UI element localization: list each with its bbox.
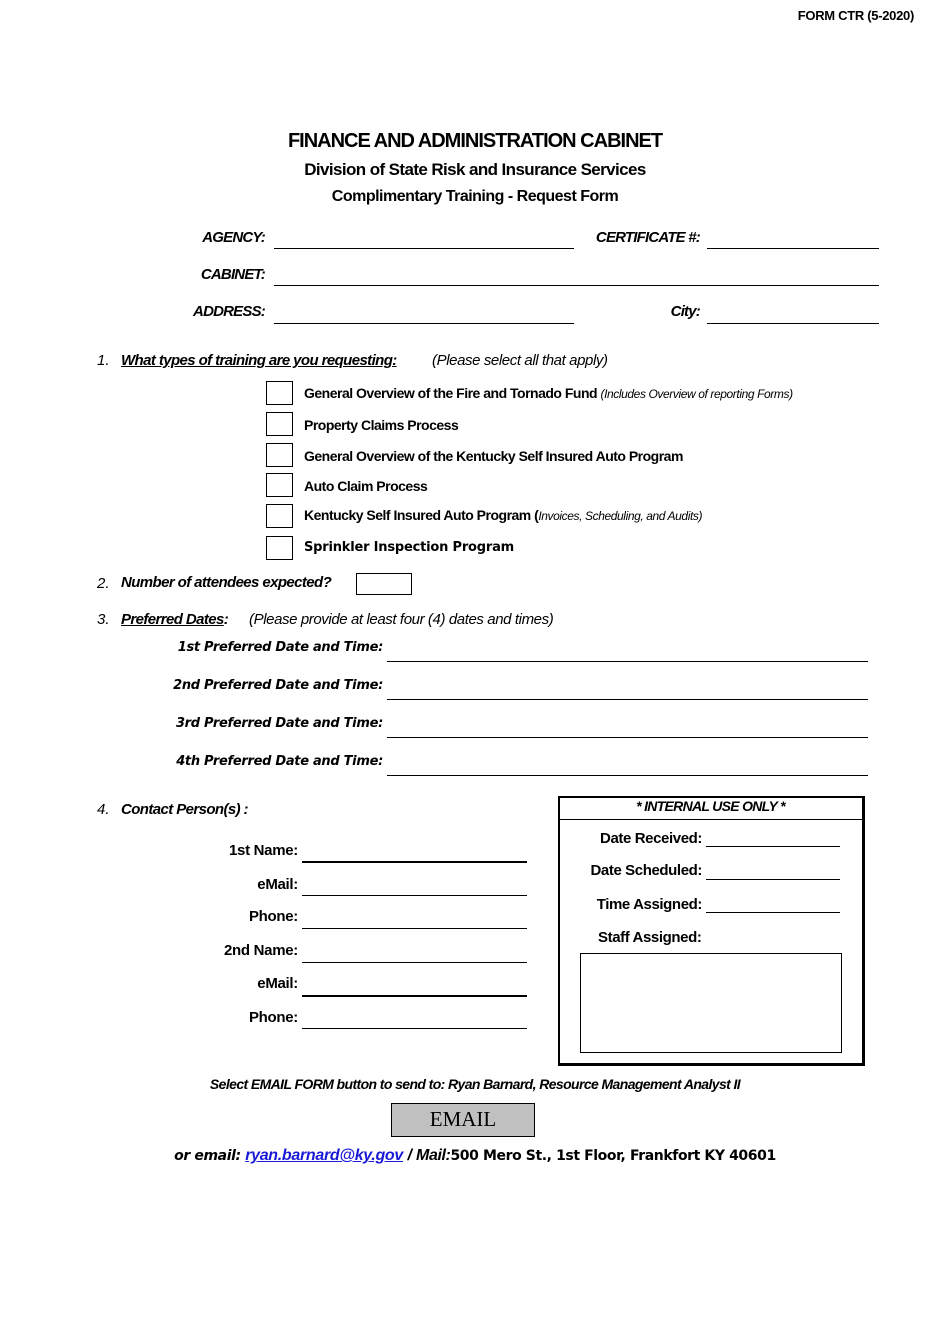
agency-label: AGENCY: — [202, 229, 265, 246]
date-3-label: 3rd Preferred Date and Time: — [175, 716, 383, 731]
footer-mail-label: Mail: — [416, 1147, 451, 1164]
option-ky-auto-overview: General Overview of the Kentucky Self Insured Auto Program — [304, 448, 683, 464]
contact-1-name-label: 1st Name: — [229, 842, 298, 859]
contact-1-name-field[interactable] — [302, 849, 527, 863]
q3-heading: Preferred Dates: — [121, 611, 229, 628]
cabinet-title: FINANCE AND ADMINISTRATION CABINET — [287, 130, 663, 152]
contact-2-email-label: eMail: — [257, 975, 298, 992]
date-scheduled-field[interactable] — [706, 867, 840, 880]
internal-title-divider — [558, 819, 863, 820]
q1-number: 1. — [97, 352, 110, 369]
contact-2-name-label: 2nd Name: — [224, 942, 298, 959]
contact-1-phone-field[interactable] — [302, 916, 527, 929]
time-assigned-label: Time Assigned: — [596, 896, 702, 913]
footer-address: 500 Mero St., 1st Floor, Frankfort KY 40601 — [450, 1148, 776, 1164]
option-property-claims: Property Claims Process — [304, 417, 459, 433]
date-4-label: 4th Preferred Date and Time: — [176, 754, 383, 769]
footer-separator: / — [407, 1147, 412, 1164]
date-1-field[interactable] — [387, 648, 868, 662]
division-title: Division of State Risk and Insurance Services — [304, 160, 646, 179]
email-form-button[interactable]: EMAIL — [391, 1103, 535, 1137]
address-label: ADDRESS: — [193, 303, 265, 320]
city-field[interactable] — [707, 311, 879, 324]
option-sprinkler: Sprinkler Inspection Program — [304, 540, 514, 555]
contact-1-email-field[interactable] — [302, 883, 527, 896]
staff-assigned-field[interactable] — [580, 953, 842, 1053]
date-2-label: 2nd Preferred Date and Time: — [173, 678, 383, 693]
checkbox-ky-auto-overview[interactable] — [266, 443, 293, 467]
option-fire-tornado-fund: General Overview of the Fire and Tornado Fund (Includes Overview of reporting Forms) — [304, 385, 793, 401]
staff-assigned-label: Staff Assigned: — [598, 929, 702, 946]
cabinet-label: CABINET: — [200, 266, 265, 283]
address-field[interactable] — [274, 311, 574, 324]
date-1-label: 1st Preferred Date and Time: — [177, 640, 383, 655]
date-2-field[interactable] — [387, 686, 868, 700]
option-ky-auto-program: Kentucky Self Insured Auto Program (Invoices, Scheduling, and Audits) — [304, 507, 703, 523]
attendees-input[interactable] — [356, 573, 412, 595]
send-instructions: Select EMAIL FORM button to send to: Ryan Barnard, Resource Management Analyst II — [209, 1076, 741, 1092]
date-4-field[interactable] — [387, 762, 868, 776]
date-scheduled-label: Date Scheduled: — [590, 862, 702, 879]
q1-label: What types of training are you requesting: — [121, 352, 397, 369]
q1-note: (Please select all that apply) — [432, 352, 608, 369]
contact-1-phone-label: Phone: — [248, 908, 298, 925]
certificate-field[interactable] — [707, 236, 879, 249]
footer-contact — [0, 1147, 950, 1165]
date-received-field[interactable] — [706, 834, 840, 847]
contact-2-email-field[interactable] — [302, 983, 527, 997]
cabinet-field[interactable] — [274, 273, 879, 286]
certificate-label: CERTIFICATE #: — [595, 229, 700, 246]
q2-number: 2. — [97, 575, 110, 592]
contact-2-phone-field[interactable] — [302, 1016, 527, 1029]
agency-field[interactable] — [274, 236, 574, 249]
q3-number: 3. — [97, 611, 110, 628]
form-code: FORM CTR (5-2020) — [797, 8, 914, 23]
checkbox-auto-claim[interactable] — [266, 473, 293, 497]
form-name: Complimentary Training - Request Form — [331, 188, 619, 205]
contact-2-name-field[interactable] — [302, 950, 527, 963]
checkbox-ky-auto-program[interactable] — [266, 504, 293, 528]
q4-label: Contact Person(s) : — [121, 801, 248, 818]
q2-label: Number of attendees expected? — [121, 574, 332, 591]
q4-number: 4. — [97, 801, 110, 818]
contact-1-email-label: eMail: — [257, 876, 298, 893]
footer-email-prefix: or email: — [174, 1148, 241, 1164]
date-3-field[interactable] — [387, 724, 868, 738]
date-received-label: Date Received: — [600, 830, 702, 847]
option-auto-claim: Auto Claim Process — [304, 478, 428, 494]
time-assigned-field[interactable] — [706, 900, 840, 913]
internal-use-title: * INTERNAL USE ONLY * — [636, 798, 785, 814]
contact-2-phone-label: Phone: — [248, 1009, 298, 1026]
checkbox-property-claims[interactable] — [266, 412, 293, 436]
q3-note: (Please provide at least four (4) dates and times) — [249, 611, 554, 628]
checkbox-fire-tornado-fund[interactable] — [266, 381, 293, 405]
footer-email-link[interactable]: ryan.barnard@ky.gov — [245, 1147, 403, 1164]
checkbox-sprinkler[interactable] — [266, 536, 293, 560]
city-label: City: — [670, 303, 700, 320]
